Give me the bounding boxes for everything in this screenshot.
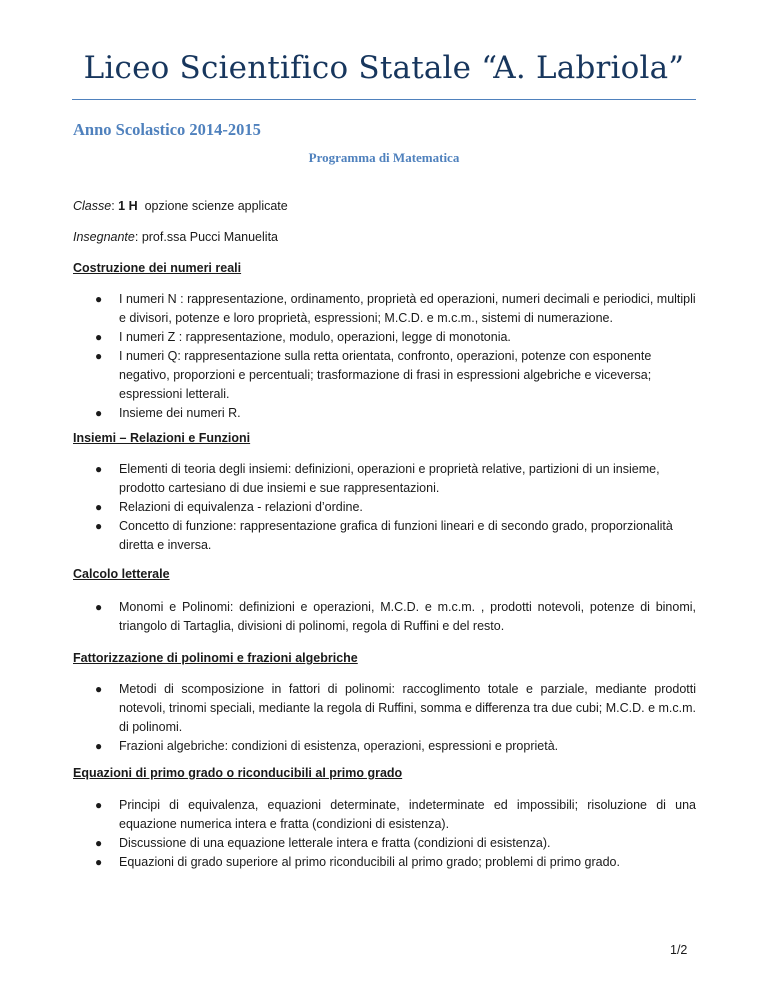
list-item-text: Equazioni di grado superiore al primo riconducibili al primo grado; problemi di primo grado. xyxy=(119,855,620,869)
section-heading: Costruzione dei numeri reali xyxy=(73,261,242,275)
list-item-text: Concetto di funzione: rappresentazione grafica di funzioni lineari e di secondo grado, proporzionalità diretta e inversa. xyxy=(119,519,673,552)
bullet-icon: ● xyxy=(95,682,103,696)
bullet-icon: ● xyxy=(95,292,103,306)
bullet-icon: ● xyxy=(95,330,103,344)
list-item xyxy=(0,680,696,737)
bullet-icon: ● xyxy=(95,500,103,514)
class-value: 1 H xyxy=(118,199,138,213)
page-title: Liceo Scientifico Statale “A. Labriola” xyxy=(83,50,685,86)
list-item xyxy=(0,737,696,756)
list-item-text: Elementi di teoria degli insiemi: definizioni, operazioni e proprietà relative, partizioni di un insieme, prodotto cartesiano di due insiemi e sue rappresentazioni. xyxy=(119,462,660,495)
section-heading: Fattorizzazione di polinomi e frazioni algebriche xyxy=(73,651,358,665)
list-item-text: Metodi di scomposizione in fattori di polinomi: raccoglimento totale e parziale, mediante prodotti notevoli, trinomi speciali, mediante la regola di Ruffini, somma e differenza tra due cubi; M.C.D. e m.c.m. di polinomi. xyxy=(119,682,696,734)
section-list xyxy=(0,598,696,636)
list-item-text: I numeri Z : rappresentazione, modulo, operazioni, legge di monotonia. xyxy=(119,330,511,344)
bullet-icon: ● xyxy=(95,739,103,753)
list-item-text: Principi di equivalenza, equazioni determinate, indeterminate ed impossibili; risoluzione di una equazione numerica intera e fratta (condizioni di esistenza). xyxy=(119,798,696,831)
section-heading: Insiemi – Relazioni e Funzioni xyxy=(73,431,251,445)
list-item xyxy=(0,498,696,517)
section-list xyxy=(0,460,696,555)
teacher-label: Insegnante xyxy=(73,230,135,244)
bullet-icon: ● xyxy=(95,798,103,812)
section-list xyxy=(0,680,696,756)
teacher-line: Insegnante: prof.ssa Pucci Manuelita xyxy=(73,230,278,244)
class-line: Classe: 1 H opzione scienze applicate xyxy=(73,199,288,213)
section-heading: Calcolo letterale xyxy=(73,567,170,581)
list-item xyxy=(0,517,696,555)
list-item xyxy=(0,347,696,404)
program-subtitle: Programma di Matematica xyxy=(308,150,460,165)
list-item xyxy=(0,328,696,347)
page-number: 1/2 xyxy=(670,943,688,957)
list-item-text: I numeri N : rappresentazione, ordinamento, proprietà ed operazioni, numeri decimali e periodici, multipli e divisori, potenze e loro proprietà, espressioni; M.C.D. e m.c.m., sistemi di numerazione. xyxy=(119,292,696,325)
class-label: Classe xyxy=(73,199,112,213)
teacher-value: prof.ssa Pucci Manuelita xyxy=(141,230,278,244)
bullet-icon: ● xyxy=(95,855,103,869)
title-divider xyxy=(72,99,696,100)
list-item-text: Relazioni di equivalenza - relazioni d’ordine. xyxy=(119,500,363,514)
list-item xyxy=(0,796,696,834)
bullet-icon: ● xyxy=(95,462,103,476)
bullet-icon: ● xyxy=(95,349,103,363)
list-item-text: Frazioni algebriche: condizioni di esistenza, operazioni, espressioni e proprietà. xyxy=(119,739,559,753)
list-item xyxy=(0,834,696,853)
list-item-text: I numeri Q: rappresentazione sulla retta orientata, confronto, operazioni, potenze con esponente negativo, proporzioni e percentuali; trasformazione di frasi in espressioni algebriche e viceversa; espressioni letterali. xyxy=(119,349,652,401)
bullet-icon: ● xyxy=(95,406,103,420)
list-item xyxy=(0,460,696,498)
school-year: Anno Scolastico 2014-2015 xyxy=(73,120,261,139)
class-option: opzione scienze applicate xyxy=(144,199,288,213)
list-item xyxy=(0,853,696,872)
bullet-icon: ● xyxy=(95,519,103,533)
list-item-text: Insieme dei numeri R. xyxy=(119,406,241,420)
list-item-text: Monomi e Polinomi: definizioni e operazioni, M.C.D. e m.c.m. , prodotti notevoli, potenze di binomi, triangolo di Tartaglia, divisioni di polinomi, regola di Ruffini e del resto. xyxy=(119,600,696,633)
section-heading: Equazioni di primo grado o riconducibili al primo grado xyxy=(73,766,403,780)
section-list xyxy=(0,796,696,872)
list-item-text: Discussione di una equazione letterale intera e fratta (condizioni di esistenza). xyxy=(119,836,551,850)
list-item xyxy=(0,290,696,328)
bullet-icon: ● xyxy=(95,600,103,614)
list-item xyxy=(0,404,696,423)
list-item xyxy=(0,598,696,636)
bullet-icon: ● xyxy=(95,836,103,850)
section-list xyxy=(0,290,696,423)
